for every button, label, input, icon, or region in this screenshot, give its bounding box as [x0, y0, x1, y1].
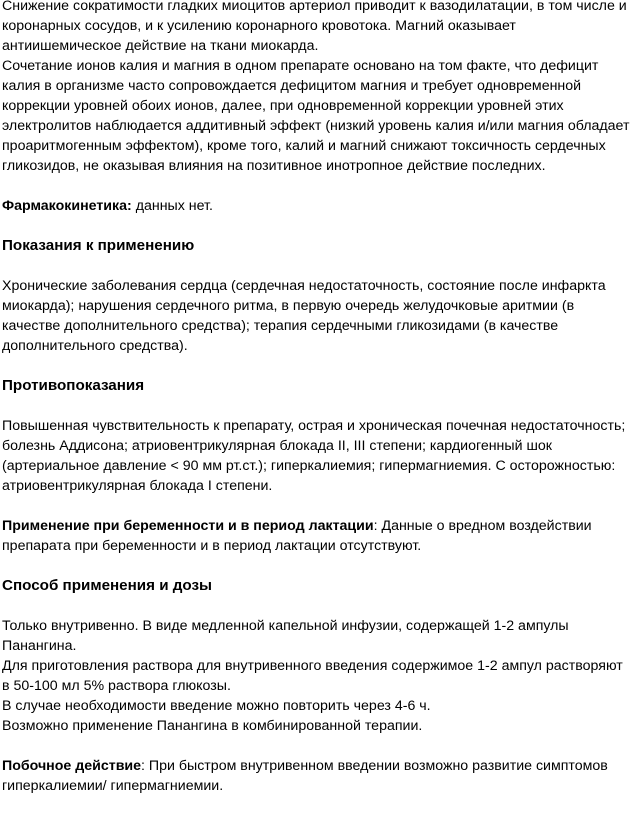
contraindications-heading: Противопоказания [2, 377, 145, 394]
pregnancy-text: : Данные о вредном воздействии препарата при беременности и в период лактации отсутствуют. [2, 518, 592, 554]
dosage-line-3: В случае необходимости введение можно повторить через 4-6 ч. [2, 698, 431, 714]
dosage-line-4: Возможно применение Панангина в комбинированной терапии. [2, 718, 423, 734]
dosage-line-1: Только внутривенно. В виде медленной капельной инфузии, содержащей 1-2 ампулы Панангина. [2, 618, 569, 654]
pharmacokinetics-text: данных нет. [131, 198, 213, 214]
pharmacokinetics-paragraph [2, 196, 634, 216]
indications-heading: Показания к применению [2, 237, 195, 254]
pregnancy-label: Применение при беременности и в период лактации [2, 518, 374, 534]
dosage-heading: Способ применения и дозы [2, 577, 213, 594]
side-effects-text: : При быстром внутривенном введении возможно развитие симптомов гиперкалиемии/ гипермагниемии. [2, 758, 608, 794]
side-effects-paragraph [2, 756, 634, 796]
side-effects-label: Побочное действие [2, 758, 142, 774]
intro-paragraph-1: Снижение сократимости гладких миоцитов артериол приводит к вазодилатации, в том числе и коронарных сосудов, и к усилению коронарного кровотока. Магний оказывает антиишемическое действие на ткани миокарда. [2, 0, 627, 54]
indications-text: Хронические заболевания сердца (сердечная недостаточность, состояние после инфаркта миокарда); нарушения сердечного ритма, в первую очередь желудочковые аритмии (в качестве дополнительного средства); терапия сердечными гликозидами (в качестве дополнительного средства). [2, 278, 606, 354]
dosage-line-2: Для приготовления раствора для внутривенного введения содержимое 1-2 ампул растворяют в 50-100 мл 5% раствора глюкозы. [2, 658, 623, 694]
contraindications-text: Повышенная чувствительность к препарату, острая и хроническая почечная недостаточность; болезнь Аддисона; атриовентрикулярная блокада II, III степени; кардиогенный шок (артериальное давление < 90 мм рт.ст.); гиперкалиемия; гипермагниемия. С осторожностью: атриовентрикулярная блокада I степени. [2, 418, 626, 494]
pharmacokinetics-label: Фармакокинетика: [2, 198, 132, 214]
pregnancy-paragraph [2, 516, 634, 556]
intro-paragraph-2: Сочетание ионов калия и магния в одном препарате основано на том факте, что дефицит калия в организме часто сопровождается дефицитом магния и требует одновременной коррекции уровней обоих ионов, далее, при одновременной коррекции уровней этих электролитов наблюдается аддитивный эффект (низкий уровень калия и/или магния обладает проаритмогенным эффектом), кроме того, калий и магний снижают токсичность сердечных гликозидов, не оказывая влияния на позитивное инотропное действие последних. [2, 58, 630, 174]
